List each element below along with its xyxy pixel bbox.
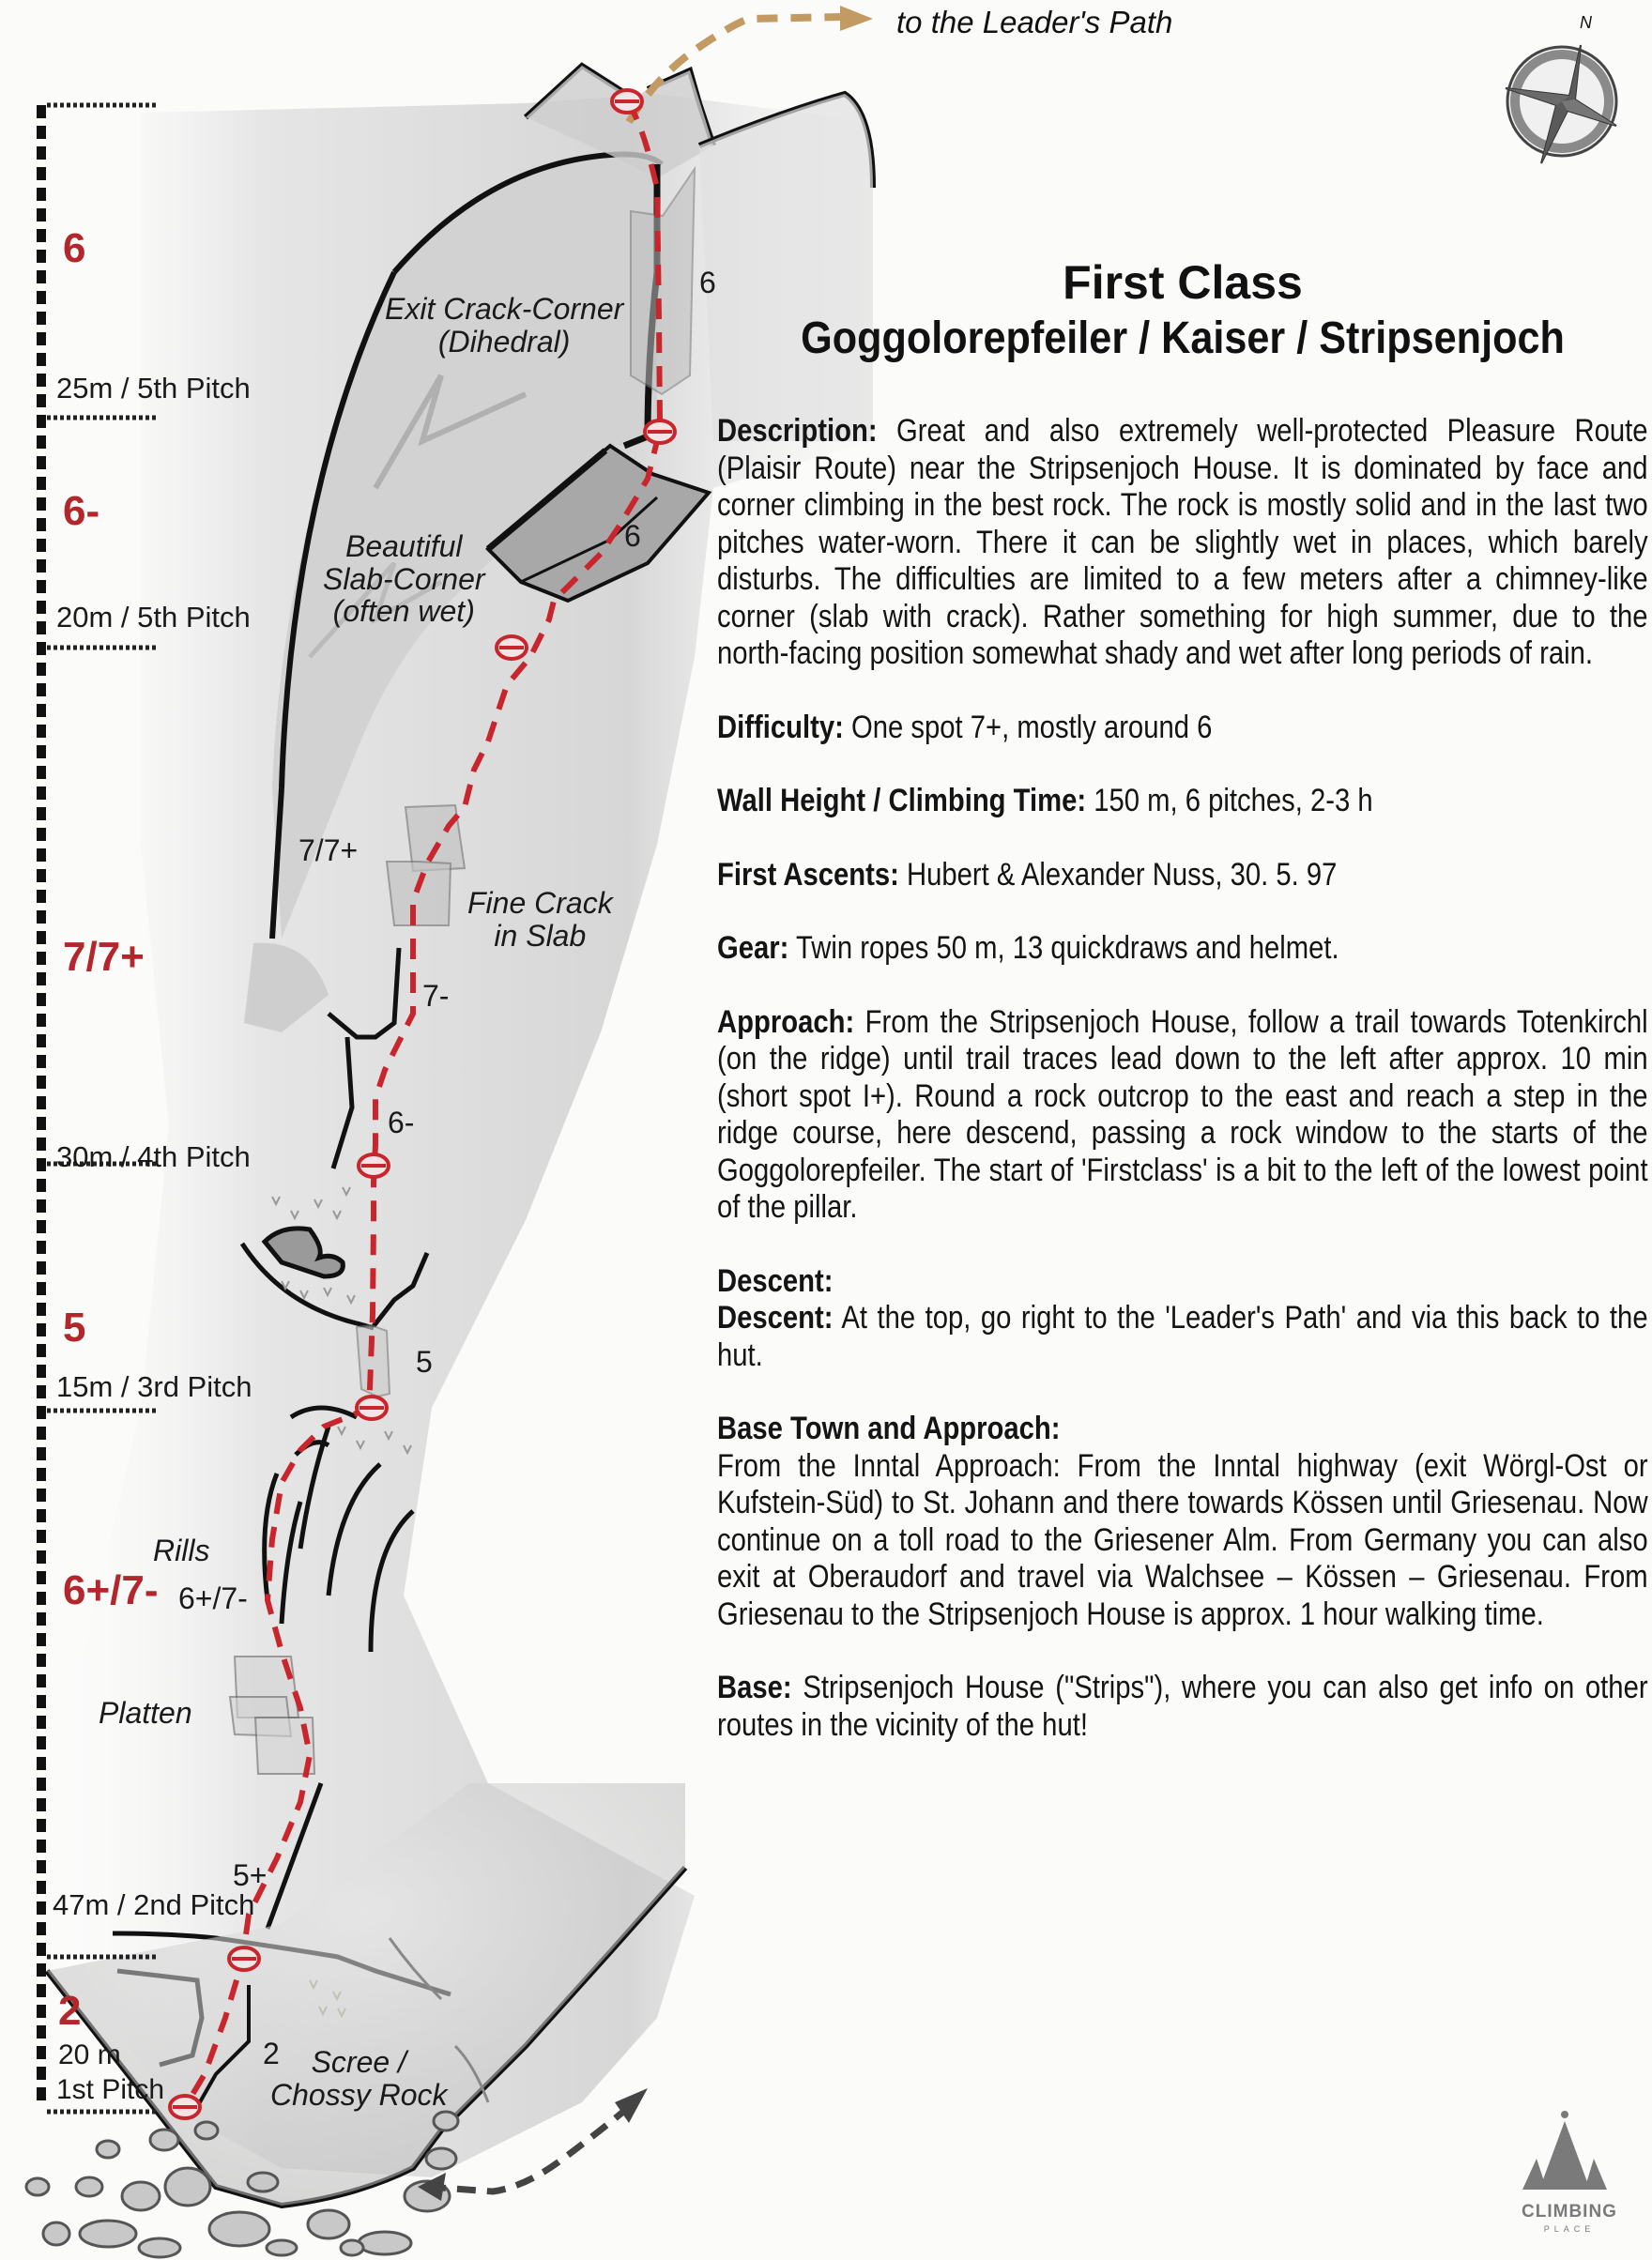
route-name: First Class [1063, 256, 1303, 309]
leaders-path-label: to the Leader's Path [896, 5, 1173, 39]
route-grade-crux: 7/7+ [298, 833, 359, 867]
route-grade-6plus: 6+/7- [178, 1581, 248, 1615]
route-grade-5: 5 [416, 1345, 433, 1379]
pitch-grade-6plus-7minus: 6+/7- [63, 1567, 159, 1613]
route-grade-7minus: 7- [422, 979, 450, 1013]
route-grade-5plus: 5+ [233, 1858, 268, 1892]
climbing-place-logo-text: CLIMBING PLACE [1522, 2202, 1617, 2234]
compass-icon [1506, 45, 1616, 163]
pitch-grade-6: 6 [63, 225, 86, 271]
belay-station-3 [359, 1154, 389, 1177]
climbing-place-logo [1522, 2111, 1607, 2190]
route-title [713, 253, 1652, 366]
route-location: Goggolorepfeiler / Kaiser / Stripsenjoch [801, 313, 1565, 363]
pitch-label-1-name: 1st Pitch [56, 2074, 165, 2105]
route-grade-2: 2 [263, 2037, 280, 2070]
label-slab-corner: Beautiful Slab-Corner (often wet) [323, 529, 485, 629]
route-info [717, 413, 1648, 1780]
belay-station-top [612, 90, 642, 113]
pitch-label-1-length: 20 m [58, 2039, 121, 2070]
pitch-grade-2: 2 [58, 1988, 82, 2034]
leaders-path-arrowhead [840, 6, 873, 31]
info-first-ascents: First Ascents: Hubert & Alexander Nuss, 30. 5. 97 [717, 856, 1338, 893]
label-platten: Platten [99, 1696, 192, 1730]
info-wall-height: Wall Height / Climbing Time: 150 m, 6 pitches, 2-3 h [717, 783, 1373, 818]
route-grade-slab: 6 [624, 519, 641, 553]
pitch-grade-5: 5 [63, 1305, 86, 1351]
pitch-label-3: 15m / 3rd Pitch [56, 1370, 252, 1403]
pitch-label-5b: 20m / 5th Pitch [56, 601, 251, 634]
belay-station-5 [645, 420, 675, 443]
info-gear: Gear: Twin ropes 50 m, 13 quickdraws and helmet. [717, 930, 1339, 966]
fine-crack-box-2 [387, 862, 451, 925]
label-exit-crack: Exit Crack-Corner (Dihedral) [385, 292, 624, 359]
label-scree: Scree / Chossy Rock [270, 2045, 448, 2112]
info-difficulty: Difficulty: One spot 7+, mostly around 6 [717, 709, 1213, 745]
belay-station-start [170, 2096, 200, 2118]
info-approach: Approach: From the Stripsenjoch House, follow a trail towards Totenkirchl (on the ridge) until trail traces lead down to the left after approx. 10 min (short spot I+). Round a rock outcrop to the east and reach a step in the ridge course, here descend, passing a rock window to the starts of the Goggolorepfeiler. The start of 'Firstclass' is a bit to the left of the lowest point of the pillar. [717, 1003, 1648, 1225]
info-base: Base: Stripsenjoch House ("Strips"), where you can also get info on other routes in the vicinity of the hut! [717, 1670, 1648, 1743]
compass-north-label: N [1580, 13, 1592, 32]
belay-station-4 [497, 636, 527, 659]
belay-station-2 [357, 1397, 387, 1419]
pitch-grade-6-minus: 6- [63, 488, 100, 534]
info-descent: Descent: Descent: At the top, go right to the 'Leader's Path' and via this back to the hut. [717, 1262, 1648, 1373]
pitch-label-2: 47m / 2nd Pitch [53, 1888, 255, 1921]
pitch-label-4: 30m / 4th Pitch [56, 1140, 251, 1173]
label-rills: Rills [153, 1534, 210, 1567]
info-base-town: Base Town and Approach: From the Inntal Approach: From the Inntal highway (exit Wörgl-Ost or Kufstein-Süd) to St. Johann and there towards Kössen until Griesenau. Now continue on a toll road to the Griesener Alm. From Germany you can also exit at Oberaudorf and travel via Walchsee – Kössen – Griesenau. From Griesenau to the Stripsenjoch House is approx. 1 hour walking time. [717, 1411, 1648, 1632]
route-grade-6minus: 6- [388, 1106, 415, 1139]
pitch-label-5a: 25m / 5th Pitch [56, 372, 251, 405]
route-grade-exit: 6 [699, 266, 716, 299]
belay-station-1 [229, 1947, 259, 1970]
pitch-grade-7-7plus: 7/7+ [63, 934, 145, 980]
info-description: Description: Great and also extremely well-protected Pleasure Route (Plaisir Route) near the Stripsenjoch House. It is dominated by face and corner climbing in the best rock. The rock is mostly solid and in the last two pitches water-worn. There it can be slightly wet in places, which barely disturbs. The difficulties are limited to a few meters after a chimney-like corner (slab with crack). Rather something for high summer, due to the north-facing position somewhat shady and wet after long periods of rain. [717, 413, 1648, 671]
label-fine-crack: Fine Crack in Slab [467, 886, 613, 953]
